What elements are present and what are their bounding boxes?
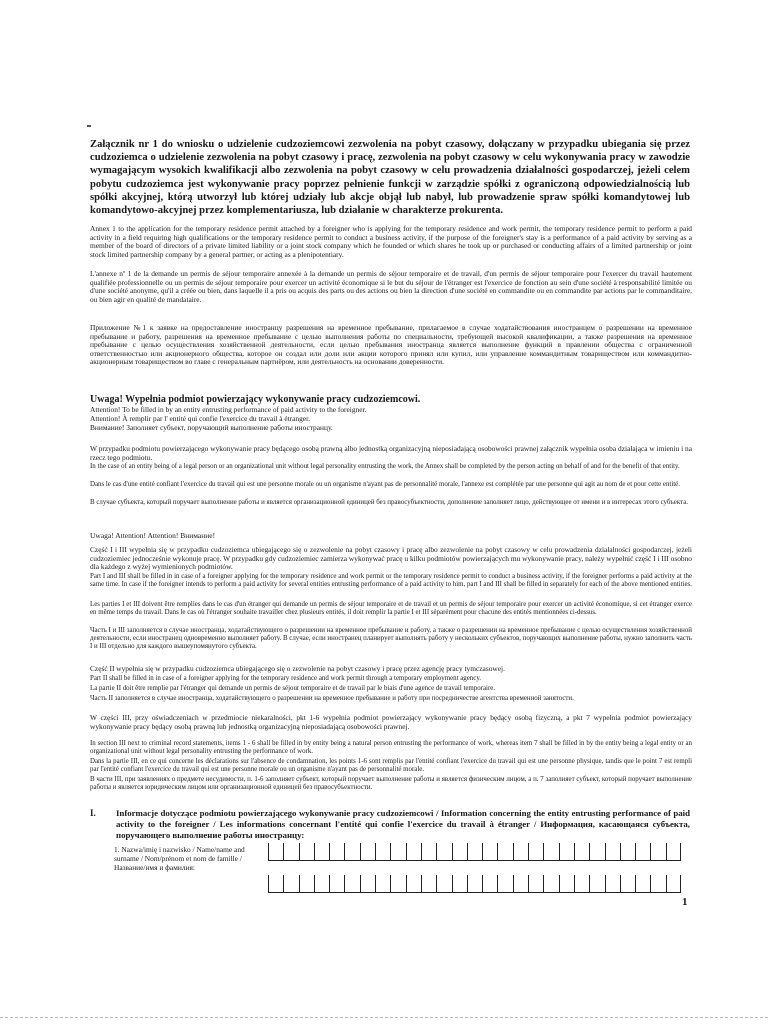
char-box[interactable]: [650, 843, 665, 860]
char-box[interactable]: [360, 875, 375, 892]
char-box[interactable]: [620, 843, 635, 860]
char-box[interactable]: [513, 875, 528, 892]
char-box[interactable]: [283, 875, 298, 892]
char-box[interactable]: [421, 843, 436, 860]
char-box[interactable]: [605, 843, 620, 860]
char-box[interactable]: [574, 843, 589, 860]
entity-note-en: In the case of an entity being of a legal person or an organizational unit without legal personality entrusting the work, the Annex shall be completed by the person acting on behalf of and for the benefit of that entity.: [90, 463, 680, 470]
char-box[interactable]: [390, 875, 405, 892]
char-box[interactable]: [482, 843, 497, 860]
char-box[interactable]: [390, 843, 405, 860]
section-title: Informacje dotyczące podmiotu powierzającego wykonywanie pracy cudzoziemcowi / Information concerning the entity entrusting performance of paid activity to the foreigner / Les informations concernant l'entité qui confie l'exercice du travail à étranger / Информация, касающаяся субъекта, поручающего выполнение работы иностранцу:: [116, 808, 690, 840]
char-box[interactable]: [666, 875, 681, 892]
char-box[interactable]: [650, 875, 665, 892]
scan-mark: [87, 125, 91, 127]
char-box[interactable]: [635, 843, 650, 860]
char-box[interactable]: [543, 875, 558, 892]
attention-heading: Uwaga! Wypełnia podmiot powierzający wykonywanie pracy cudzoziemcowi.: [90, 394, 421, 405]
char-box[interactable]: [344, 843, 359, 860]
char-box[interactable]: [574, 875, 589, 892]
char-box[interactable]: [482, 875, 497, 892]
section-number: I.: [90, 808, 96, 818]
char-box[interactable]: [406, 843, 421, 860]
char-box[interactable]: [314, 843, 329, 860]
char-box[interactable]: [375, 843, 390, 860]
char-box[interactable]: [314, 875, 329, 892]
entity-note-pl: W przypadku podmiotu powierzającego wykonywanie pracy będącego osobą prawną albo jednostką organizacyjną nieposiadającą osobowości prawnej załącznik wypełnia osoba działająca w imieniu i na rzecz tego podmiotu.: [90, 444, 692, 462]
part3-note-pl: W części III, przy oświadczeniach w przedmiocie niekaralności, pkt 1-6 wypełnia podmiot powierzający wykonywanie pracy będący osobą fizyczną, a pkt 7 wypełnia podmiot powierzający wykonywanie pracy będący osobą prawną lub jednostką organizacyjną nieposiadającą osobowości prawnej.: [90, 713, 692, 731]
part2-note-pl: Część II wypełnia się w przypadku cudzoziemca ubiegającego się o zezwolenie na pobyt czasowy i pracę przez agencję pracy tymczasowej.: [90, 664, 505, 673]
annex-title-ru: Приложение №1 к заявке на предоставление иностранцу разрешения на временное пребывание, прилагаемое в случае ходатайствования иностранцем о разрешении на временное пребывание и работу, разрешения на временное пребывание с целью выполнения работы по специальности, требующей высокой квалификации, а также разрешения на временное пребывание с целью осуществления хозяйственной деятельности, если целью пребывания иностранца является выполнение функций в правлении общества с ограниченной ответственностью или акционерного общества, которое он создал или доли или акции которого принял или купил, или управление коммандитным товариществом или коммандитно-акционерным товариществом во главе с генеральным партнёром, или деятельность на основании доверенности.: [90, 323, 692, 367]
char-box[interactable]: [436, 843, 451, 860]
char-box[interactable]: [452, 875, 467, 892]
attention-ru: Внимание! Заполняет субъект, поручающий выполнение работы иностранцу.: [90, 423, 333, 432]
parts-note-ru: Часть I и III заполняется в случае иностранца, ходатайствующего о разрешении на временное пребывание и работу, а также о разрешении на временное пребывание с целью осуществления хозяйственной деятельности, если иностранец одновременно выполняет работу. В случае, если иностранец планирует выполнять работу у нескольких субъектов, поручающих выполнение работы, нужно заполнить часть I и III отдельно для каждого вышеупомянутого субъекта.: [90, 627, 692, 651]
part3-note-fr: Dans la partie III, en ce qui concerne les déclarations sur l'absence de condamnation, les points 1-6 sont remplis par l'entité confiant l'exercice du travail qui est une personne physique, tandis que le point 7 est rempli par l'entité confiant l'exercice du travail qui est une personne morale ou un organisme n'ayant pas de personnalité morale.: [90, 758, 692, 774]
char-box[interactable]: [589, 843, 604, 860]
char-box[interactable]: [268, 875, 283, 892]
char-box[interactable]: [559, 875, 574, 892]
annex-title-en: Annex 1 to the application for the temporary residence permit attached by a foreigner who is applying for the temporary residence and work permit, the temporary residence permit to perform a paid activity in a field requiring high qualifications or the temporary residence permit to conduct a business activity, if the purpose of the foreigner's stay is a performance of a paid activity by serving as a member of the board of directors of a private limited liability or a joint stock company which he founded or which shares he took up or purchased or conducting affairs of a limited partnership or joint stock limited partnership company by a general partner, or acting as a plenipotentiary.: [90, 224, 692, 259]
char-box[interactable]: [421, 875, 436, 892]
attention-en: Attention! To be filled in by an entity entrusting performance of paid activity to the foreigner.: [90, 405, 367, 414]
part3-note-ru: В части III, при заявлениях о предмете несудимости, п. 1-6 заполняет субъект, который поручает выполнение работы и является физическим лицом, а п. 7 заполняет субъект, который поручает выполнение работы и является юридическим лицом или организационной единицей без правосубъектности.: [90, 776, 692, 792]
char-box[interactable]: [666, 843, 681, 860]
char-box[interactable]: [559, 843, 574, 860]
part2-note-fr: La partie II doit être remplie par l'étranger qui demande un permis de séjour temporaire et de travail par le biais d'une agence de travail temporaire.: [90, 685, 496, 692]
char-box[interactable]: [268, 843, 283, 860]
char-box[interactable]: [329, 875, 344, 892]
part2-note-ru: Часть II заполняется в случае иностранца, ходатайствующего о разрешении на временное пребывание и работу при посредничестве агентства временной занятости.: [90, 695, 574, 702]
annex-heading: Załącznik nr 1 do wniosku o udzielenie cudzoziemcowi zezwolenia na pobyt czasowy, dołączany w przypadku ubiegania się przez cudzoziemca o udzielenie zezwolenia na pobyt czasowy i pracę, zezwolenia na pobyt czasowy w celu wykonywania pracy w zawodzie wymagającym wysokich kwalifikacji albo zezwolenia na pobyt czasowy w celu prowadzenia działalności gospodarczej, jeżeli celem pobytu cudzoziemca jest wykonywanie pracy poprzez pełnienie funkcji w zarządzie spółki z ograniczoną odpowiedzialnością lub spółki akcyjnej, którą utworzył lub której udziały lub akcje objął lub nabył, lub prowadzenie spraw spółki komandytowej lub komandytowo-akcyjnej przez komplementariusza, lub działanie w charakterze prokurenta.: [90, 139, 690, 217]
char-box[interactable]: [513, 843, 528, 860]
char-box[interactable]: [528, 843, 543, 860]
char-box[interactable]: [467, 875, 482, 892]
name-field-row-1[interactable]: [268, 843, 681, 861]
name-field-label: 1. Nazwa/imię i nazwisko / Name/name and surname / Nom/prénom et nom de famille / Название/имя и фамилия:: [114, 845, 245, 873]
attention-label: Uwaga! Attention! Attention! Внимание!: [90, 531, 216, 540]
parts-note-fr: Les parties I et III doivent être remplies dans le cas d'un étranger qui demande un permis de séjour temporaire et de travail et un permis de séjour temporaire pour exercer un activité économique, si cet étranger exerce en même temps du travail. Dans le cas où l'étranger souhaite travailler chez plusieurs entités, il doit remplir la partie I et III séparément pour chacune des entités mentionnées ci-dessus.: [90, 601, 692, 617]
char-box[interactable]: [528, 875, 543, 892]
char-box[interactable]: [329, 843, 344, 860]
part3-note-en: In section III next to criminal record statements, items 1 - 6 shall be filled in by entity being a natural person entrusting the performance of work, whereas item 7 shall be filled in by the entity being a legal entity or an organizational unit without legal personality entrusting the performance of work.: [90, 740, 692, 756]
parts-note-pl: Część I i III wypełnia się w przypadku cudzoziemca ubiegającego się o zezwolenie na pobyt czasowy i pracę albo zezwolenie na pobyt czasowy w celu prowadzenia działalności gospodarczej, jeżeli cudzoziemiec jednocześnie wykonuje pracę. W przypadku gdy cudzoziemiec zamierza wykonywać pracę u kilku podmiotów powierzających mu wykonywanie pracy, należy wypełnić część I i III osobno dla każdego z wyżej wymienionych podmiotów.: [90, 545, 692, 572]
char-box[interactable]: [543, 843, 558, 860]
char-box[interactable]: [436, 875, 451, 892]
char-box[interactable]: [497, 875, 512, 892]
attention-fr: Attention! À remplir par l' entité qui confie l'exercice du travail à étranger.: [90, 414, 310, 423]
char-box[interactable]: [589, 875, 604, 892]
char-box[interactable]: [375, 875, 390, 892]
char-box[interactable]: [344, 875, 359, 892]
char-box[interactable]: [467, 843, 482, 860]
entity-note-fr: Dans le cas d'une entité confiant l'exercice du travail qui est une personne morale ou un organisme n'ayant pas de personnalité morale, l'annexe est complétée par une personne qui agit au nom de et pour cette entité.: [90, 481, 680, 488]
char-box[interactable]: [635, 875, 650, 892]
part2-note-en: Part II shall be filled in in case of a foreigner applying for the temporary residence and work permit through a temporary employment agency.: [90, 675, 482, 682]
scan-edge-line: [0, 1017, 768, 1018]
char-box[interactable]: [406, 875, 421, 892]
char-box[interactable]: [497, 843, 512, 860]
char-box[interactable]: [299, 875, 314, 892]
entity-note-ru: В случае субъекта, который поручает выполнение работы и является организационной единицей без правосубъектности, дополнение заполняет лицо, действующее от имени и в интересах этого субъекта.: [90, 499, 689, 506]
char-box[interactable]: [283, 843, 298, 860]
char-box[interactable]: [452, 843, 467, 860]
char-box[interactable]: [620, 875, 635, 892]
page-number: 1: [682, 896, 688, 908]
char-box[interactable]: [605, 875, 620, 892]
char-box[interactable]: [299, 843, 314, 860]
char-box[interactable]: [360, 843, 375, 860]
parts-note-en: Part I and III shall be filled in in case of a foreigner applying for the temporary residence and work permit or the temporary residence permit to conduct a business activity, if the foreigner performs a paid activity at the same time. In case if the foreigner intends to perform a paid activity for several entities entrusting performance of a paid activity to him, part I and III shall be filled in separately for each of the above mentioned entities.: [90, 573, 692, 589]
annex-title-fr: L'annexe nº 1 de la demande un permis de séjour temporaire annexée à la demande un permis de séjour temporaire et de travail, d'un permis de séjour temporaire pour l'exercer du travail hautement qualifiée professionnelle ou un permis de séjour temporaire pour exercer un activité économique si le but du séjour de l'étranger est l'exercice de fonction au sein d'une société à responsabilité limitée ou d'une société anonyme, qu'il a créée ou bien, dans laquelle il a pris ou acquis des parts ou des actions ou bien la direction d'une société en commandite ou en commandite par actions par le commanditaire, ou bien agir en qualité de mandataire.: [90, 269, 692, 304]
name-field-row-2[interactable]: [268, 875, 681, 893]
